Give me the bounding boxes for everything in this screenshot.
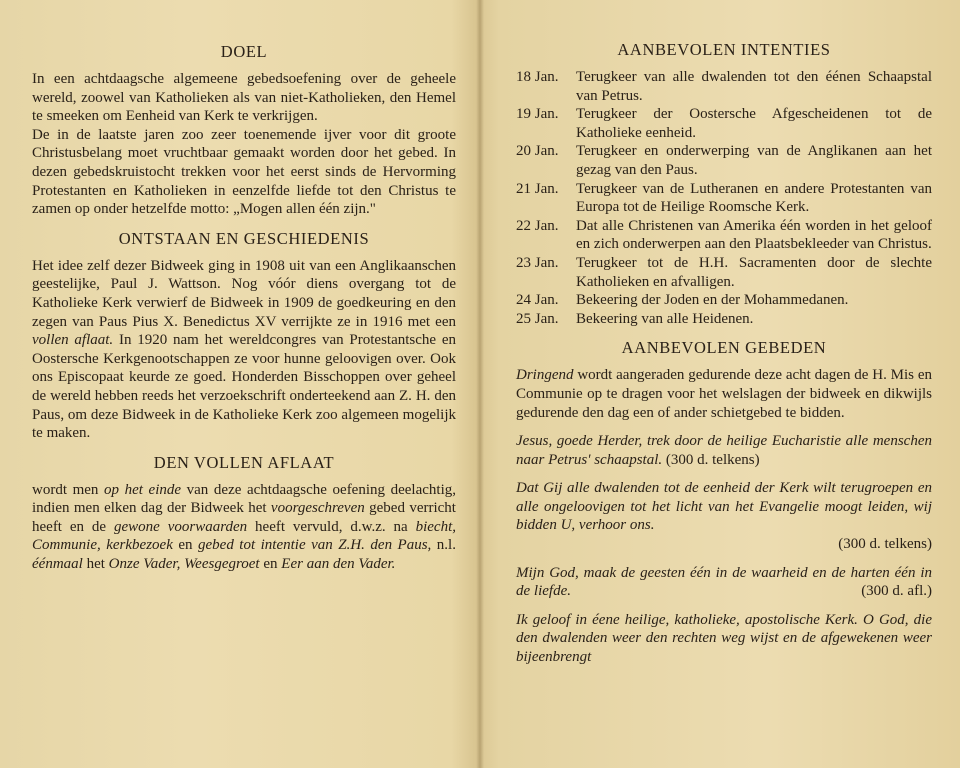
doel-paragraph-2: De in de laatste jaren zoo zeer toenemende ijver voor dit groote Christusbelang moet vruchtbaar gemaakt worden door het gebed. In dezen gebedskruistocht trekken voor het eerst sinds de Hervorming Protestanten en Katholieken in eenzelfde liefde tot den Christus te zamen op onder hetzelfde motto: „Mogen allen één zijn." — [32, 126, 456, 218]
aflaat-t6: gewone voorwaarden — [113, 518, 248, 535]
intentie-date: 21 Jan. — [516, 180, 559, 197]
aflaat-t4: voorgeschreven — [270, 500, 365, 517]
aflaat-t5: gebed verricht heeft en de — [32, 500, 456, 535]
prayer-item — [516, 564, 932, 601]
aflaat-paragraph — [32, 481, 456, 574]
aflaat-t7: heeft vervuld, d.w.z. na — [247, 518, 416, 535]
gebeden-intro-italic: Dringend — [516, 367, 574, 384]
right-page — [482, 0, 960, 768]
prayer-text: Dat Gij alle dwalenden tot de eenheid der Kerk wilt terugroepen en alle ongeloovigen tot het licht van het Evangelie moogt leiden, wij bidden U, verhoor ons. — [516, 480, 932, 534]
aflaat-t3: van deze achtdaagsche oefening deelachtig, indien men elken dag der Bidweek het — [32, 481, 456, 517]
prayer-text: Mijn God, maak de geesten één in de waarheid en de harten één in de liefde. — [516, 564, 932, 600]
intentie-date: 25 Jan. — [516, 310, 559, 327]
aflaat-t13: het — [82, 556, 109, 573]
heading-gebeden: AANBEVOLEN GEBEDEN — [621, 338, 827, 358]
intentie-date: 22 Jan. — [516, 217, 559, 234]
intentie-text: Terugkeer en onderwerping van de Anglikanen aan het gezag van den Paus. — [576, 143, 932, 178]
prayer-text: Jesus, goede Herder, trek door de heilige Eucharistie alle menschen naar Petrus' schaapstal. — [516, 433, 932, 468]
prayer-note: (300 d. telkens) — [665, 451, 760, 468]
aflaat-t10: gebed tot intentie van Z.H. den Paus, — [198, 537, 432, 554]
aflaat-t15: en — [259, 556, 282, 573]
ontstaan-paragraph — [32, 257, 456, 443]
ontstaan-text-3: In 1920 nam het wereldcongres van Protestantsche en Oostersche Kerkgenootschappen ze voor hunne geloovigen over. Ook ons Episcopaat keurde ze goed. Honderden Bisschoppen over geheel de wereld hebben reeds het verzoekschrift onderteekend aan Z. H. den Paus, om deze Bidweek in de Katholieke Kerk zoo algemeen mogelijk te maken. — [32, 332, 456, 442]
list-item — [516, 310, 932, 329]
intentie-text: Terugkeer van alle dwalenden tot den éénen Schaapstal van Petrus. — [576, 69, 932, 104]
intentie-text: Dat alle Christenen van Amerika één worden in het geloof en zich onderwerpen aan den Plaatsbekleeder van Christus. — [576, 217, 932, 253]
intentie-text: Terugkeer van de Lutheranen en andere Protestanten van Europa tot de Heilige Roomsche Kerk. — [576, 180, 932, 216]
prayer-item — [516, 479, 932, 553]
intentie-date: 20 Jan. — [516, 143, 559, 160]
aflaat-t11: n.l. — [431, 537, 456, 554]
intentie-text: Bekeering der Joden en der Mohammedanen. — [576, 292, 849, 309]
prayer-note: (300 d. telkens) — [838, 536, 932, 553]
aflaat-t16: Eer aan den Vader. — [281, 556, 396, 573]
gebeden-intro-text: wordt aangeraden gedurende deze acht dagen de H. Mis en Communie op te dragen voor het welslagen der bidweek en dikwijls gedurende den dag een of ander schietgebed te bidden. — [516, 367, 932, 421]
heading-ontstaan: ONTSTAAN EN GESCHIEDENIS — [118, 228, 370, 248]
left-page — [0, 0, 478, 768]
intentie-date: 23 Jan. — [516, 254, 559, 271]
ontstaan-text-1: Het idee zelf dezer Bidweek ging in 1908 uit van een Anglikaanschen geestelijke, Paul J. Wattson. Nog vóór diens overgang tot de Katholieke Kerk verwierf de Bidweek in 1909 de goedkeuring en den zegen van Paus Pius X. Benedictus XV verrijkte ze in 1916 met een — [32, 257, 456, 330]
list-item — [516, 180, 932, 217]
prayer-item — [516, 432, 932, 469]
heading-intenties: AANBEVOLEN INTENTIES — [617, 40, 831, 59]
heading-aflaat: DEN VOLLEN AFLAAT — [153, 452, 335, 472]
ontstaan-text-2: vollen aflaat. — [32, 332, 114, 349]
heading-doel: DOEL — [220, 42, 268, 61]
intentie-date: 19 Jan. — [516, 106, 559, 123]
aflaat-t2: op het einde — [104, 481, 182, 498]
intentie-text: Terugkeer der Oostersche Afgescheidenen tot de Katholieke eenheid. — [576, 106, 932, 141]
aflaat-t1: wordt men — [32, 481, 105, 498]
aflaat-t14: Onze Vader, Weesgegroet — [108, 556, 260, 573]
prayer-item — [516, 611, 932, 667]
intentie-date: 24 Jan. — [516, 292, 559, 309]
list-item — [516, 291, 932, 310]
aflaat-t9: en — [172, 537, 198, 554]
gebeden-intro — [516, 366, 932, 422]
aflaat-t8: biecht, Communie, kerkbezoek — [32, 518, 456, 554]
list-item — [516, 68, 932, 105]
doel-paragraph-1: In een achtdaagsche algemeene gebedsoefening over de geheele wereld, zoowel van Katholieken als van niet-Katholieken, den Hemel te smeeken om Eenheid van Kerk te verkrijgen. — [32, 71, 456, 125]
intenties-list — [516, 68, 932, 328]
aflaat-t12: éénmaal — [32, 556, 83, 573]
list-item — [516, 142, 932, 179]
intentie-text: Terugkeer tot de H.H. Sacramenten door de slechte Katholieken en afvalligen. — [576, 254, 932, 290]
prayer-text: Ik geloof in éene heilige, katholieke, apostolische Kerk. O God, die den dwalenden weer den rechten weg wijst en de afgewekenen weer bijeenbrengt — [516, 611, 932, 666]
list-item — [516, 217, 932, 254]
prayer-note: (300 d. afl.) — [861, 583, 932, 600]
intentie-text: Bekeering van alle Heidenen. — [576, 310, 754, 327]
list-item — [516, 105, 932, 142]
intentie-date: 18 Jan. — [516, 69, 559, 85]
list-item — [516, 254, 932, 291]
